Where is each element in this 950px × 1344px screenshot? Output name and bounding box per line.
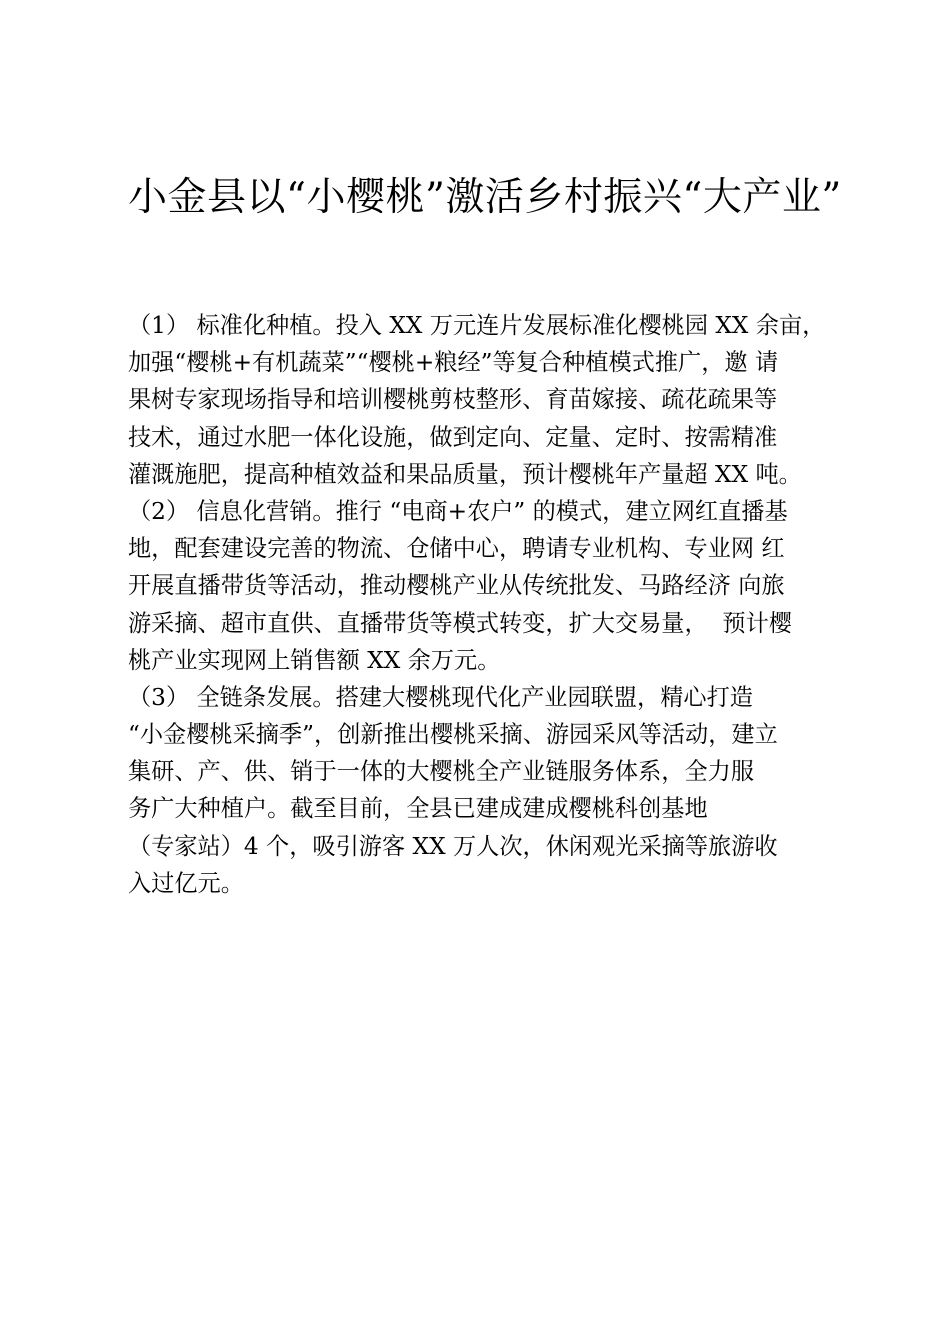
- paragraph-line: （3） 全链条发展。搭建大樱桃现代化产业园联盟，精心打造: [128, 683, 753, 711]
- paragraph-line: 地，配套建设完善的物流、仓储中心，聘请专业机构、专业网 红: [128, 535, 785, 563]
- section-information-marketing: [128, 493, 868, 679]
- paragraph-line: （专家站）4 个，吸引游客 XX 万人次，休闲观光采摘等旅游收: [128, 832, 778, 860]
- paragraph-line: （2） 信息化营销。推行 “电商+农户” 的模式，建立网红直播基: [128, 497, 788, 525]
- document-body: [128, 307, 868, 902]
- paragraph-line: 桃产业实现网上销售额 XX 余万元。: [128, 646, 501, 674]
- paragraph-line: 务广大种植户。截至目前，全县已建成建成樱桃科创基地: [128, 795, 708, 823]
- paragraph-line: 技术，通过水肥一体化设施，做到定向、定量、定时、按需精准: [128, 423, 778, 451]
- paragraph-line: 集研、产、供、销于一体的大樱桃全产业链服务体系，全力服: [128, 758, 755, 786]
- paragraph-line: 加强“樱桃+有机蔬菜”“樱桃+粮经”等复合种植模式推广，邀 请: [128, 349, 779, 377]
- document-title: 小金县以“小樱桃”激活乡村振兴“大产业”: [128, 175, 842, 220]
- section-standardized-planting: [128, 307, 868, 493]
- paragraph-line: 开展直播带货等活动，推动樱桃产业从传统批发、马路经济 向旅: [128, 572, 785, 600]
- section-full-chain-development: [128, 679, 868, 902]
- paragraph-line: 果树专家现场指导和培训樱桃剪枝整形、育苗嫁接、疏花疏果等: [128, 386, 778, 414]
- paragraph-line: 游采摘、超市直供、直播带货等模式转变，扩大交易量， 预计樱: [128, 609, 792, 637]
- paragraph-line: 灌溉施肥，提高种植效益和果品质量，预计樱桃年产量超 XX 吨。: [128, 460, 802, 488]
- paragraph-line: （1） 标准化种植。投入 XX 万元连片发展标准化樱桃园 XX 余亩，: [128, 312, 826, 339]
- paragraph-line: 入过亿元。: [128, 869, 244, 897]
- paragraph-line: “小金樱桃采摘季”，创新推出樱桃采摘、游园采风等活动，建立: [128, 721, 778, 749]
